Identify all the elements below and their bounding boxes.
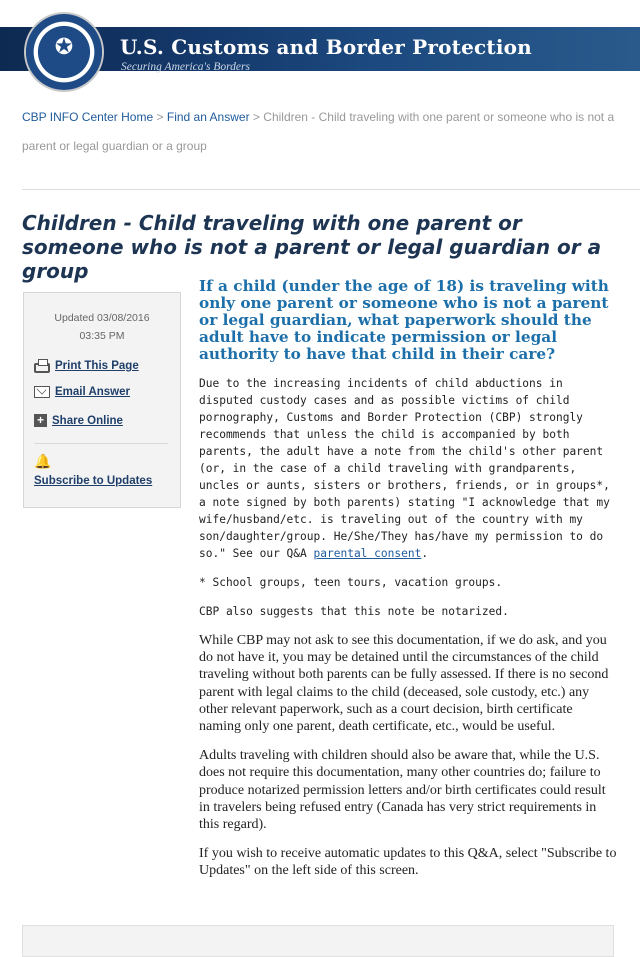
paragraph-notarized: CBP also suggests that this note be notarized. — [199, 605, 509, 618]
paragraph-subscribe: If you wish to receive automatic updates to this Q&A, select "Subscribe to Updates" on the left side of this screen. — [199, 846, 617, 879]
breadcrumb-separator: > — [156, 110, 164, 124]
breadcrumb — [22, 103, 622, 161]
breadcrumb-separator: > — [252, 110, 260, 124]
divider — [22, 189, 640, 190]
printer-icon — [34, 363, 50, 373]
share-online-link[interactable] — [34, 414, 123, 427]
bell-icon: 🔔 — [34, 453, 52, 469]
site-title[interactable]: U.S. Customs and Border Protection — [120, 35, 532, 59]
breadcrumb-home-link[interactable]: CBP INFO Center Home — [22, 110, 154, 124]
updated-time: 03:35 PM — [79, 330, 125, 342]
paragraph-text: Due to the increasing incidents of child abductions in disputed custody cases and as possible victims of child pornography, Customs and Border Protection (CBP) strongly recommends that unless the child is accompanied by both parents, the adult have a note from the child's other parent (or, in the case of a child traveling with grandparents, uncles or aunts, sisters or brothers, friends, or in groups*, a note signed by both parents) stating "I acknowledge that my wife/husband/etc. is traveling out of the country with my son/daughter/group. He/She/They has/have my permission to do so." See our Q&A — [199, 377, 610, 560]
email-answer-link[interactable] — [34, 386, 130, 398]
share-online-label: Share Online — [52, 414, 123, 427]
parental-consent-link[interactable]: parental consent — [313, 547, 422, 560]
sidebar-divider — [34, 443, 168, 444]
envelope-icon — [34, 386, 50, 398]
site-header — [0, 0, 640, 95]
email-answer-label: Email Answer — [55, 386, 130, 398]
answer-sidebar — [23, 292, 181, 508]
share-plus-icon: + — [34, 414, 47, 427]
print-page-label: Print This Page — [55, 360, 139, 372]
site-tagline: Securing America's Borders — [121, 61, 250, 73]
question-heading: If a child (under the age of 18) is traveling with only one parent or someone who is not a parent or legal guardian, what paperwork should the adult have to indicate permission or legal authority to have that child in their care? — [199, 277, 609, 363]
page-title: Children - Child traveling with one parent or someone who is not a parent or legal guardian or a group — [22, 211, 602, 283]
paragraph-detained: While CBP may not ask to see this documentation, if we do ask, and you do not have it, you may be detained until the circumstances of the child traveling without both parents can be fully assessed. If there is no second parent with legal claims to the child (deceased, sole custody, etc.) any other relevant paperwork, such as a court decision, birth certificate naming only one parent, death certificate, etc., would be useful. — [199, 633, 609, 735]
breadcrumb-current: Children - Child traveling with one parent or someone who is not a parent or legal guardian or a group — [22, 110, 615, 153]
footer-panel — [22, 925, 614, 957]
paragraph-footnote: * School groups, teen tours, vacation groups. — [199, 576, 503, 589]
subscribe-bell[interactable] — [34, 453, 51, 470]
breadcrumb-find-answer-link[interactable]: Find an Answer — [166, 110, 250, 124]
print-page-link[interactable] — [34, 359, 139, 373]
eagle-icon: ✪ — [54, 35, 74, 60]
dhs-seal-logo[interactable] — [26, 14, 102, 90]
paragraph-end: . — [421, 547, 429, 560]
paragraph-other-countries: Adults traveling with children should also be aware that, while the U.S. does not require this documentation, many other countries do; failure to produce notarized permission letters and/or birth certificates could result in travelers being refused entry (Canada has very strict requirements in this regard). — [199, 748, 606, 833]
updated-date: Updated 03/08/2016 — [54, 312, 150, 324]
paragraph-recommendation — [199, 375, 617, 562]
updated-info — [24, 309, 180, 345]
answer-content — [199, 278, 617, 892]
subscribe-updates-link[interactable]: Subscribe to Updates — [34, 475, 153, 487]
